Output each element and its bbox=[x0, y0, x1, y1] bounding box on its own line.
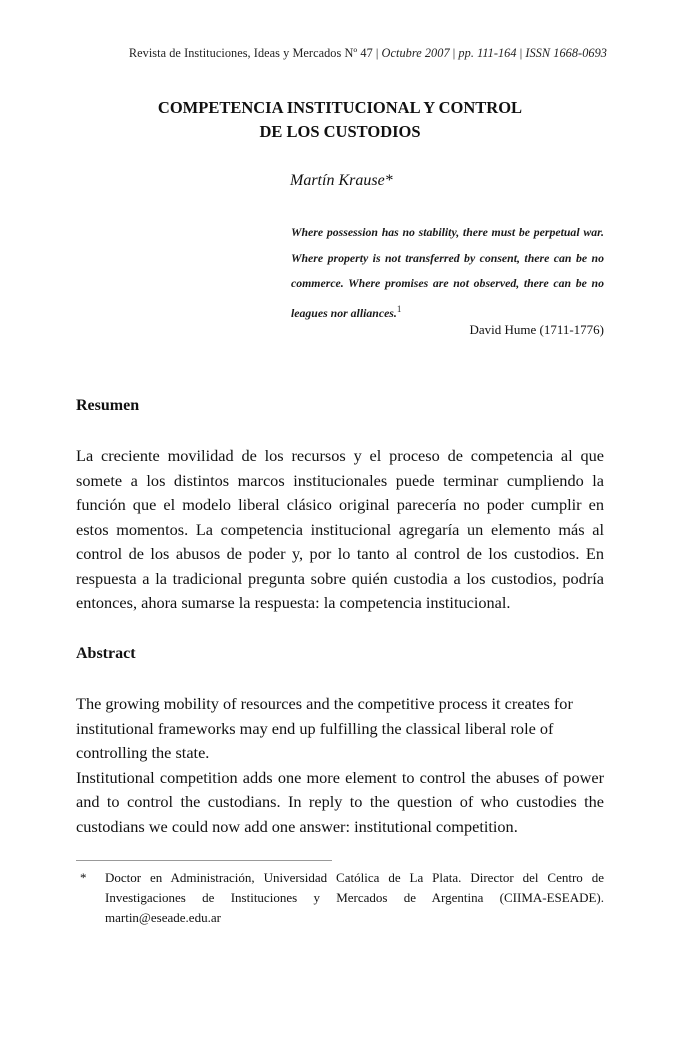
abstract-paragraph-2: Institutional competition adds one more element to control the abuses of power and to control the custodians. In reply to the question of who custodies the custodians we could now add one answer: institutional competition. bbox=[76, 767, 604, 836]
author-name: Martín Krause* bbox=[290, 172, 393, 189]
resumen-paragraph: La creciente movilidad de los recursos y el proceso de competencia al que somete a los distintos marcos institucionales puede terminar cumpliendo la función que el modelo liberal clásico original parecería no poder cumplir en estos momentos. La competencia institucional agregaría un elemento más al control de los abusos de poder y, por lo tanto al control de los custodios. En respuesta a la tradicional pregunta sobre quién custodia a los custodios, podría entonces, ahora sumarse la respuesta: la competencia institucional. bbox=[76, 446, 604, 612]
title-line-1: COMPETENCIA INSTITUCIONAL Y CONTROL bbox=[157, 98, 523, 117]
separator: | bbox=[449, 46, 459, 60]
footnote-text: Doctor en Administración, Universidad Católica de La Plata. Director del Centro de Investigaciones de Instituciones y Mercados de Argentina (CIIMA-ESEADE). martin@eseade.edu.ar bbox=[105, 870, 604, 925]
page-range: pp. 111-164 bbox=[458, 46, 517, 60]
abstract-heading: Abstract bbox=[76, 645, 136, 662]
footnote-divider bbox=[76, 860, 332, 861]
separator: | bbox=[372, 46, 382, 60]
epigraph-quote bbox=[291, 220, 604, 326]
running-header bbox=[0, 46, 607, 61]
abstract-body bbox=[76, 692, 604, 839]
journal-name: Revista de Instituciones, Ideas y Mercados Nº 47 bbox=[128, 46, 373, 60]
separator: | bbox=[516, 46, 526, 60]
title-line-2: DE LOS CUSTODIOS bbox=[259, 122, 421, 141]
issn: ISSN 1668-0693 bbox=[525, 46, 607, 60]
resumen-heading: Resumen bbox=[76, 397, 140, 414]
epigraph-attribution: David Hume (1711-1776) bbox=[469, 322, 604, 337]
article-title bbox=[75, 96, 605, 144]
abstract-paragraph-1: The growing mobility of resources and the competitive process it creates for institutional frameworks may end up fulfilling the classical liberal role of controlling the state. bbox=[76, 694, 573, 762]
issue-date: Octubre 2007 bbox=[381, 46, 450, 60]
epigraph-text: Where possession has no stability, there must be perpetual war. Where property is not transferred by consent, there can be no commerce. Where promises are not observed, there can be no leagues nor alliances. bbox=[291, 225, 604, 320]
footnote-mark: * bbox=[80, 870, 87, 885]
footnote-reference: 1 bbox=[396, 303, 402, 314]
resumen-body bbox=[76, 444, 604, 616]
author-footnote bbox=[76, 868, 604, 928]
